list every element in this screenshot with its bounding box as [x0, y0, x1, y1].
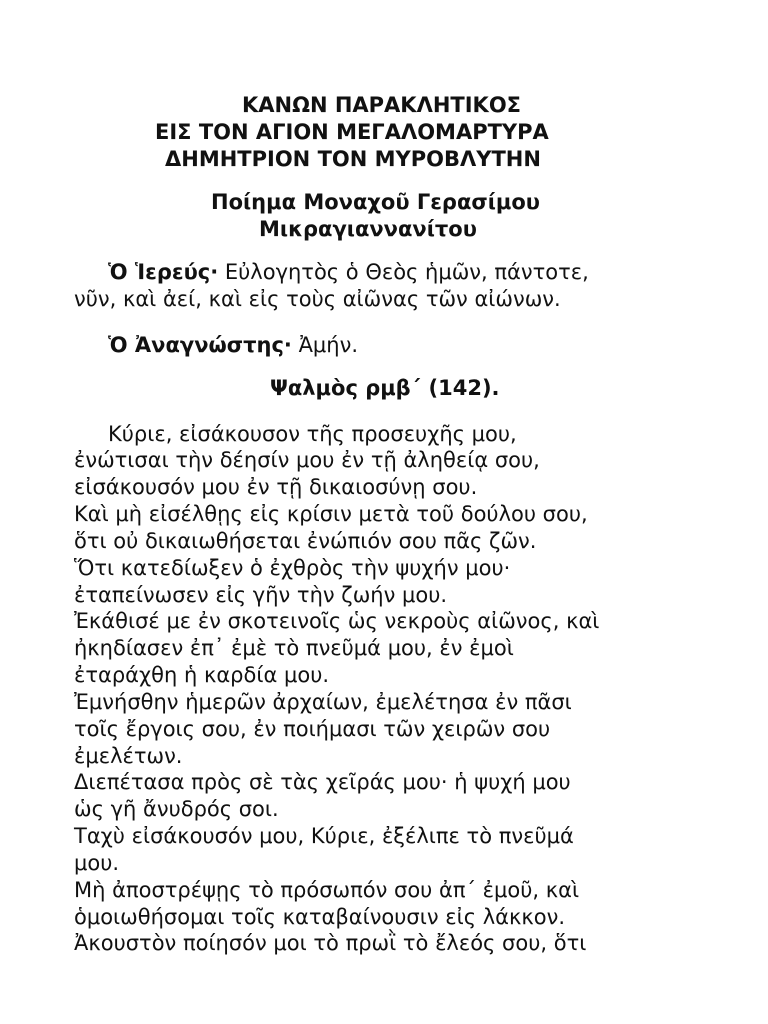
psalm-line: Κύριε, εἰσάκουσον τῆς προσευχῆς μου,	[108, 422, 517, 446]
title-line-2: ΕΙΣ ΤΟΝ ΑΓΙΟΝ ΜΕΓΑΛΟΜΑΡΤΥΡΑ	[155, 120, 549, 144]
psalm-line: ἐταράχθη ἡ καρδία μου.	[74, 663, 330, 687]
reader-line	[108, 332, 358, 359]
priest-line-1	[108, 259, 589, 286]
psalm-line: Διεπέτασα πρὸς σὲ τὰς χεῖράς μου· ἡ ψυχή μου	[74, 770, 571, 794]
psalm-line: ἠκηδίασεν ἐπ᾿ ἐμὲ τὸ πνεῦμά μου, ἐν ἐμοὶ	[74, 636, 514, 660]
psalm-line: ἐμελέτων.	[74, 744, 183, 768]
psalm-title: Ψαλμὸς ρμβ´ (142).	[270, 376, 500, 400]
author-line-2: Μικραγιαννανίτου	[259, 217, 477, 241]
psalm-line: Ἀκουστὸν ποίησόν μοι τὸ πρωῒ τὸ ἔλεός σου, ὅτι	[74, 931, 587, 955]
reader-label: Ὁ Ἀναγνώστης·	[108, 333, 292, 357]
psalm-line: Ἐκάθισέ με ἐν σκοτεινοῖς ὡς νεκροὺς αἰῶνος, καὶ	[74, 609, 600, 633]
priest-label: Ὁ Ἱερεύς·	[108, 260, 219, 284]
psalm-line: ἐταπείνωσεν εἰς γῆν τὴν ζωήν μου.	[74, 583, 448, 607]
author-line-1: Ποίημα Μοναχοῦ Γερασίμου	[211, 190, 540, 214]
title-line-3: ΔΗΜΗΤΡΙΟΝ ΤΟΝ ΜΥΡΟΒΛΥΤΗΝ	[165, 147, 541, 171]
psalm-line: ἐνώτισαι τὴν δέησίν μου ἐν τῇ ἀληθείᾳ σου,	[74, 448, 540, 472]
psalm-line: Ὅτι κατεδίωξεν ὁ ἐχθρὸς τὴν ψυχήν μου·	[74, 556, 511, 580]
psalm-line: Μὴ ἀποστρέψῃς τὸ πρόσωπόν σου ἀπ´ ἐμοῦ, καὶ	[74, 878, 580, 902]
psalm-line: μου.	[74, 851, 120, 875]
psalm-line: ὅτι οὐ δικαιωθήσεται ἐνώπιόν σου πᾶς ζῶν.	[74, 529, 537, 553]
psalm-line: ὡς γῆ ἄνυδρός σοι.	[74, 797, 279, 821]
psalm-line: Ταχὺ εἰσάκουσόν μου, Κύριε, ἐξέλιπε τὸ πνεῦμά	[74, 824, 574, 848]
title-line-1: ΚΑΝΩΝ ΠΑΡΑΚΛΗΤΙΚΟΣ	[242, 93, 522, 117]
psalm-line: ὁμοιωθήσομαι τοῖς καταβαίνουσιν εἰς λάκκον.	[74, 905, 565, 929]
psalm-line: Καὶ μὴ εἰσέλθῃς εἰς κρίσιν μετὰ τοῦ δούλου σου,	[74, 502, 588, 526]
psalm-line: εἰσάκουσόν μου ἐν τῇ δικαιοσύνῃ σου.	[74, 475, 478, 499]
psalm-line: Ἐμνήσθην ἡμερῶν ἀρχαίων, ἐμελέτησα ἐν πᾶσι	[74, 690, 572, 714]
priest-text-1: Εὐλογητὸς ὁ Θεὸς ἡμῶν, πάντοτε,	[218, 260, 589, 284]
reader-text: Ἀμήν.	[291, 333, 359, 357]
priest-line-2: νῦν, καὶ ἀεί, καὶ εἰς τοὺς αἰῶνας τῶν αἰώνων.	[74, 287, 561, 311]
psalm-line: τοῖς ἔργοις σου, ἐν ποιήμασι τῶν χειρῶν σου	[74, 717, 551, 741]
